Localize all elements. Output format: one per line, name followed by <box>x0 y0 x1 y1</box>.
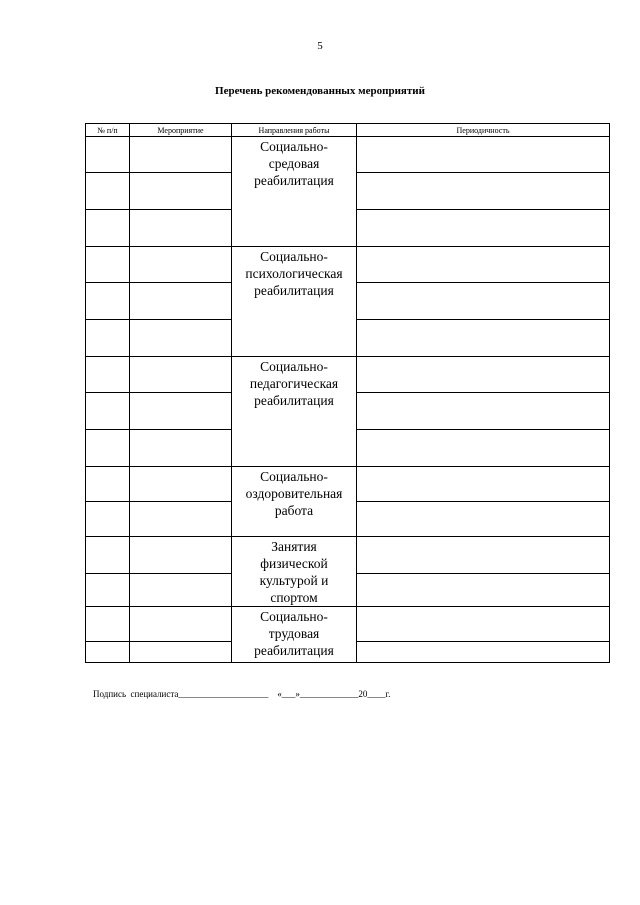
cell-direction: Занятия физической культурой и спортом <box>232 537 357 607</box>
cell-activity[interactable] <box>130 320 232 357</box>
cell-activity[interactable] <box>130 173 232 210</box>
cell-number[interactable] <box>86 467 130 502</box>
cell-number[interactable] <box>86 573 130 606</box>
cell-number[interactable] <box>86 642 130 663</box>
cell-periodicity[interactable] <box>357 320 610 357</box>
cell-number[interactable] <box>86 502 130 537</box>
cell-number[interactable] <box>86 173 130 210</box>
cell-activity[interactable] <box>130 573 232 606</box>
signature-line <box>93 689 390 699</box>
cell-number[interactable] <box>86 607 130 642</box>
cell-number[interactable] <box>86 320 130 357</box>
cell-activity[interactable] <box>130 607 232 642</box>
cell-number[interactable] <box>86 283 130 320</box>
cell-number[interactable] <box>86 430 130 467</box>
cell-periodicity[interactable] <box>357 173 610 210</box>
table-row <box>86 357 610 393</box>
cell-periodicity[interactable] <box>357 573 610 606</box>
table-row <box>86 137 610 173</box>
cell-activity[interactable] <box>130 393 232 430</box>
cell-number[interactable] <box>86 393 130 430</box>
signature-label: Подпись специалиста <box>93 689 179 699</box>
header-activity: Мероприятие <box>130 124 232 137</box>
cell-number[interactable] <box>86 210 130 247</box>
header-direction: Направления работы <box>232 124 357 137</box>
table-header-row <box>86 124 610 137</box>
cell-periodicity[interactable] <box>357 210 610 247</box>
table-body <box>86 137 610 663</box>
cell-periodicity[interactable] <box>357 283 610 320</box>
cell-number[interactable] <box>86 537 130 574</box>
cell-periodicity[interactable] <box>357 607 610 642</box>
cell-number[interactable] <box>86 247 130 283</box>
cell-direction: Социально- оздоровительная работа <box>232 467 357 537</box>
cell-periodicity[interactable] <box>357 430 610 467</box>
table-row <box>86 247 610 283</box>
cell-activity[interactable] <box>130 537 232 574</box>
cell-direction: Социально- психологическая реабилитация <box>232 247 357 357</box>
header-periodicity: Периодичность <box>357 124 610 137</box>
cell-periodicity[interactable] <box>357 467 610 502</box>
cell-number[interactable] <box>86 137 130 173</box>
header-number: № п/п <box>86 124 130 137</box>
cell-activity[interactable] <box>130 430 232 467</box>
cell-periodicity[interactable] <box>357 393 610 430</box>
cell-activity[interactable] <box>130 467 232 502</box>
document-title: Перечень рекомендованных мероприятий <box>215 85 425 97</box>
cell-periodicity[interactable] <box>357 137 610 173</box>
cell-activity[interactable] <box>130 210 232 247</box>
cell-activity[interactable] <box>130 247 232 283</box>
cell-periodicity[interactable] <box>357 357 610 393</box>
cell-direction: Социально- педагогическая реабилитация <box>232 357 357 467</box>
cell-periodicity[interactable] <box>357 502 610 537</box>
table-row <box>86 467 610 502</box>
cell-direction: Социально- средовая реабилитация <box>232 137 357 247</box>
cell-periodicity[interactable] <box>357 247 610 283</box>
page-number: 5 <box>317 40 323 52</box>
table-row <box>86 607 610 642</box>
cell-activity[interactable] <box>130 502 232 537</box>
cell-activity[interactable] <box>130 357 232 393</box>
recommended-activities-table <box>85 123 610 663</box>
cell-number[interactable] <box>86 357 130 393</box>
signature-blank: ____________________ «___»_____________20____г. <box>178 689 391 699</box>
cell-direction: Социально- трудовая реабилитация <box>232 607 357 663</box>
cell-periodicity[interactable] <box>357 537 610 574</box>
cell-activity[interactable] <box>130 642 232 663</box>
cell-activity[interactable] <box>130 137 232 173</box>
cell-activity[interactable] <box>130 283 232 320</box>
table-row <box>86 537 610 574</box>
cell-periodicity[interactable] <box>357 642 610 663</box>
